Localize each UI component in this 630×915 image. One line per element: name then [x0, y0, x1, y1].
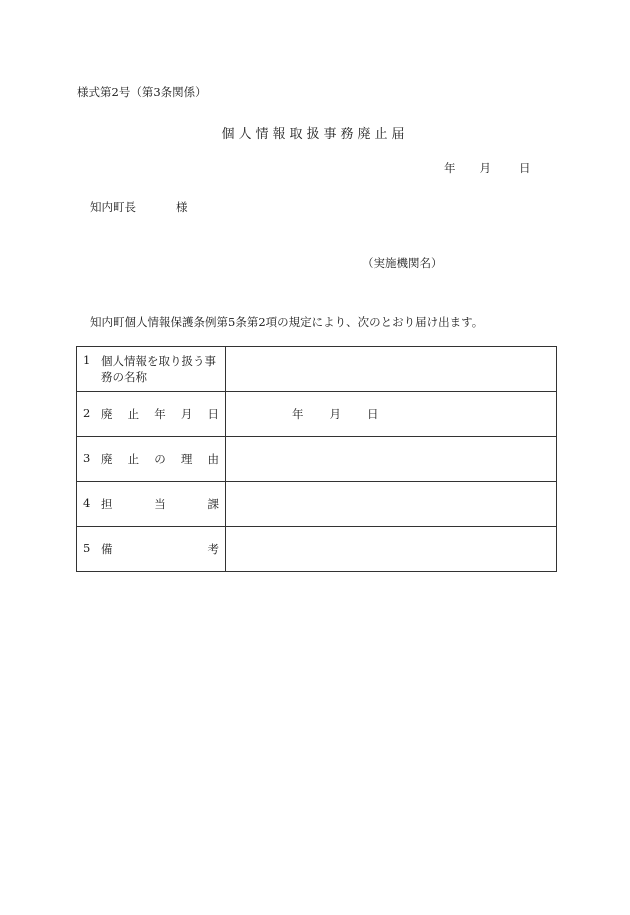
label-department	[77, 482, 226, 527]
label-char: 考	[207, 542, 219, 556]
label-char: 担	[101, 497, 113, 511]
value-abolition-date[interactable]	[226, 392, 557, 437]
label-char: 備	[101, 542, 113, 556]
header-date-day: 日	[519, 161, 531, 175]
abolition-date-month: 月	[329, 407, 341, 421]
row-number: 3	[83, 451, 91, 465]
form-table	[76, 346, 557, 572]
table-row-department	[77, 482, 557, 527]
label-char: 由	[207, 452, 219, 466]
row-number: 2	[83, 406, 91, 420]
row-number: 5	[83, 541, 91, 555]
form-number: 様式第2号（第3条関係）	[77, 85, 207, 99]
label-abolition-date	[77, 392, 226, 437]
label-text	[101, 496, 219, 512]
header-date-year: 年	[444, 161, 456, 175]
label-char: 廃	[101, 407, 113, 421]
label-char: 止	[127, 452, 140, 466]
value-abolition-reason[interactable]	[226, 437, 557, 482]
table-row-remarks	[77, 527, 557, 572]
table-row-abolition-reason	[77, 437, 557, 482]
label-text	[101, 406, 219, 422]
addressee	[90, 199, 188, 215]
label-char: 廃	[101, 452, 113, 466]
agency-name-label: （実施機関名）	[362, 256, 443, 270]
label-abolition-reason	[77, 437, 226, 482]
abolition-date-fields	[226, 406, 556, 422]
label-remarks	[77, 527, 226, 572]
label-char: の	[154, 452, 166, 466]
abolition-date-year: 年	[292, 407, 304, 421]
table-row-abolition-date	[77, 392, 557, 437]
label-text	[101, 541, 219, 557]
label-task-name	[77, 347, 226, 392]
header-date-month: 月	[479, 161, 491, 175]
label-char: 当	[154, 497, 166, 511]
row-number: 4	[83, 496, 91, 510]
value-department[interactable]	[226, 482, 557, 527]
label-text: 個人情報を取り扱う事務の名称	[101, 354, 216, 384]
value-remarks[interactable]	[226, 527, 557, 572]
label-char: 課	[207, 497, 219, 511]
label-char: 年	[154, 407, 166, 421]
row-number: 1	[83, 353, 91, 367]
label-text	[101, 451, 219, 467]
document-title: 個人情報取扱事務廃止届	[221, 127, 409, 142]
value-task-name[interactable]	[226, 347, 557, 392]
abolition-date-day: 日	[367, 407, 379, 421]
statement-text: 知内町個人情報保護条例第5条第2項の規定により、次のとおり届け出ます。	[90, 315, 484, 329]
addressee-name: 知内町長	[90, 200, 136, 214]
label-char: 理	[180, 452, 193, 466]
label-char: 月	[180, 407, 193, 421]
addressee-honorific: 様	[176, 200, 188, 214]
table-row-task-name	[77, 347, 557, 392]
label-char: 日	[207, 407, 219, 421]
header-date	[444, 160, 531, 176]
label-char: 止	[127, 407, 140, 421]
